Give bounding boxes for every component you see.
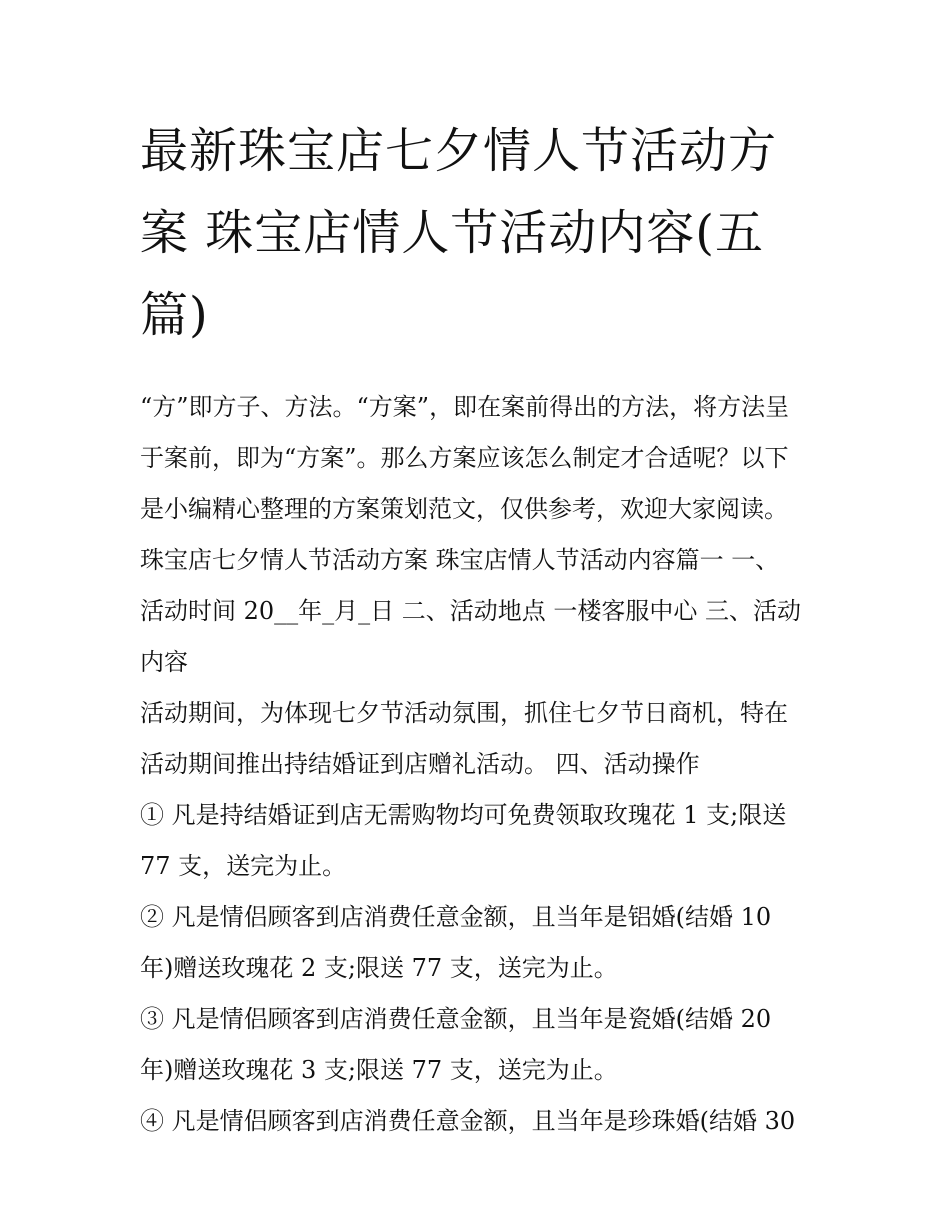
intro-paragraph: [140, 382, 830, 688]
activity-paragraph: [140, 688, 830, 790]
text-line: 内容: [140, 648, 188, 676]
text-line: “方”即方子、方法。“方案”，即在案前得出的方法，将方法呈: [140, 393, 790, 421]
text-line: 活动时间 20__年_月_日 二、活动地点 一楼客服中心 三、活动: [140, 597, 802, 625]
text-line: 77 支，送完为止。: [140, 852, 347, 880]
text-line: ② 凡是情侣顾客到店消费任意金额，且当年是铝婚(结婚 10: [140, 903, 772, 931]
rule-item-2: [140, 892, 830, 994]
text-line: ① 凡是持结婚证到店无需购物均可免费领取玫瑰花 1 支;限送: [140, 801, 787, 829]
title-line: 案 珠宝店情人节活动内容(五: [140, 205, 764, 261]
text-line: 珠宝店七夕情人节活动方案 珠宝店情人节活动内容篇一 一、: [140, 546, 780, 574]
rule-item-1: [140, 790, 830, 892]
document-body: [140, 382, 830, 1147]
title-line: 篇): [140, 287, 209, 343]
text-line: 是小编精心整理的方案策划范文，仅供参考，欢迎大家阅读。: [140, 495, 788, 523]
text-line: 年)赠送玫瑰花 3 支;限送 77 支，送完为止。: [140, 1056, 618, 1084]
text-line: 于案前，即为“方案”。那么方案应该怎么制定才合适呢？以下: [140, 444, 789, 472]
rule-item-4: [140, 1096, 830, 1147]
text-line: 活动期间，为体现七夕节活动氛围，抓住七夕节日商机，特在: [140, 699, 788, 727]
text-line: ③ 凡是情侣顾客到店消费任意金额，且当年是瓷婚(结婚 20: [140, 1005, 772, 1033]
rule-item-3: [140, 994, 830, 1096]
text-line: 年)赠送玫瑰花 2 支;限送 77 支，送完为止。: [140, 954, 618, 982]
document-page: [140, 110, 830, 1147]
text-line: 活动期间推出持结婚证到店赠礼活动。 四、活动操作: [140, 750, 700, 778]
title-line: 最新珠宝店七夕情人节活动方: [140, 123, 778, 179]
document-title: [140, 110, 830, 356]
text-line: ④ 凡是情侣顾客到店消费任意金额，且当年是珍珠婚(结婚 30: [140, 1107, 796, 1135]
